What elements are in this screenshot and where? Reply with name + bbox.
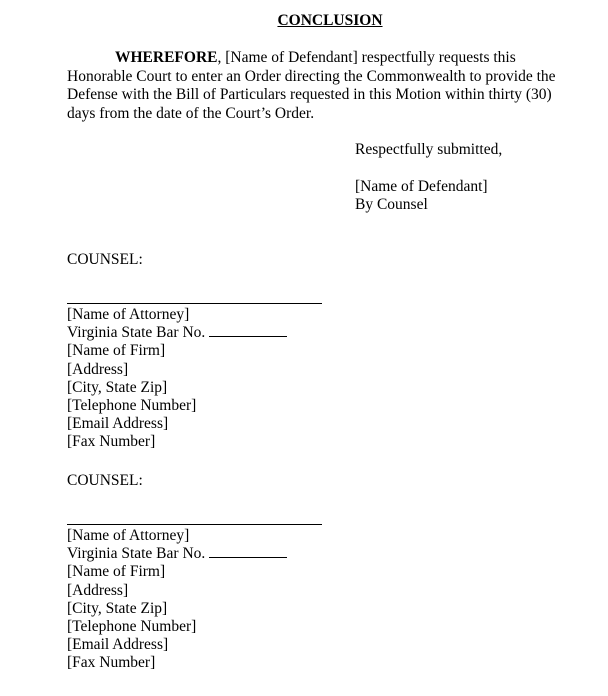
bar-number-blank: [209, 545, 287, 558]
email-address: [Email Address]: [67, 415, 169, 433]
bar-number-label: Virginia State Bar No.: [67, 545, 206, 563]
wherefore-lead: WHEREFORE: [115, 49, 218, 66]
address: [Address]: [67, 360, 129, 378]
conclusion-heading: CONCLUSION: [277, 12, 383, 29]
paragraph-line-2: Honorable Court to enter an Order directing the Commonwealth to provide the: [67, 67, 556, 85]
counsel-label-2: COUNSEL:: [67, 472, 143, 489]
attorney-name: [Name of Attorney]: [67, 306, 190, 323]
wherefore-paragraph: [67, 49, 587, 123]
signature-line-2: [67, 524, 322, 525]
address: [Address]: [67, 581, 129, 599]
telephone-number: [Telephone Number]: [67, 396, 197, 414]
email-address: [Email Address]: [67, 636, 169, 654]
firm-name: [Name of Firm]: [67, 563, 166, 581]
telephone-number: [Telephone Number]: [67, 617, 197, 635]
attorney-name: [Name of Attorney]: [67, 527, 190, 544]
fax-number: [Fax Number]: [67, 654, 156, 672]
counsel-label-1: COUNSEL:: [67, 251, 143, 268]
counsel-block-2: [67, 527, 287, 673]
signature-line-1: [67, 303, 322, 304]
paragraph-line-1-text: , [Name of Defendant] respectfully requests this: [217, 49, 516, 66]
paragraph-line-4: days from the date of the Court’s Order.: [67, 104, 315, 122]
paragraph-line-3: Defense with the Bill of Particulars requested in this Motion within thirty (30): [67, 86, 552, 103]
bar-number-row: [67, 545, 287, 563]
signature-by-counsel: By Counsel: [355, 196, 428, 213]
counsel-block-1: [67, 306, 287, 452]
signature-party: [Name of Defendant]: [355, 178, 488, 195]
bar-number-blank: [209, 324, 287, 337]
bar-number-label: Virginia State Bar No.: [67, 324, 206, 342]
bar-number-row: [67, 324, 287, 342]
respectfully-submitted: Respectfully submitted,: [355, 141, 503, 158]
firm-name: [Name of Firm]: [67, 342, 166, 360]
fax-number: [Fax Number]: [67, 433, 156, 451]
city-state-zip: [City, State Zip]: [67, 378, 168, 396]
city-state-zip: [City, State Zip]: [67, 599, 168, 617]
paragraph-line-1: [67, 49, 587, 68]
